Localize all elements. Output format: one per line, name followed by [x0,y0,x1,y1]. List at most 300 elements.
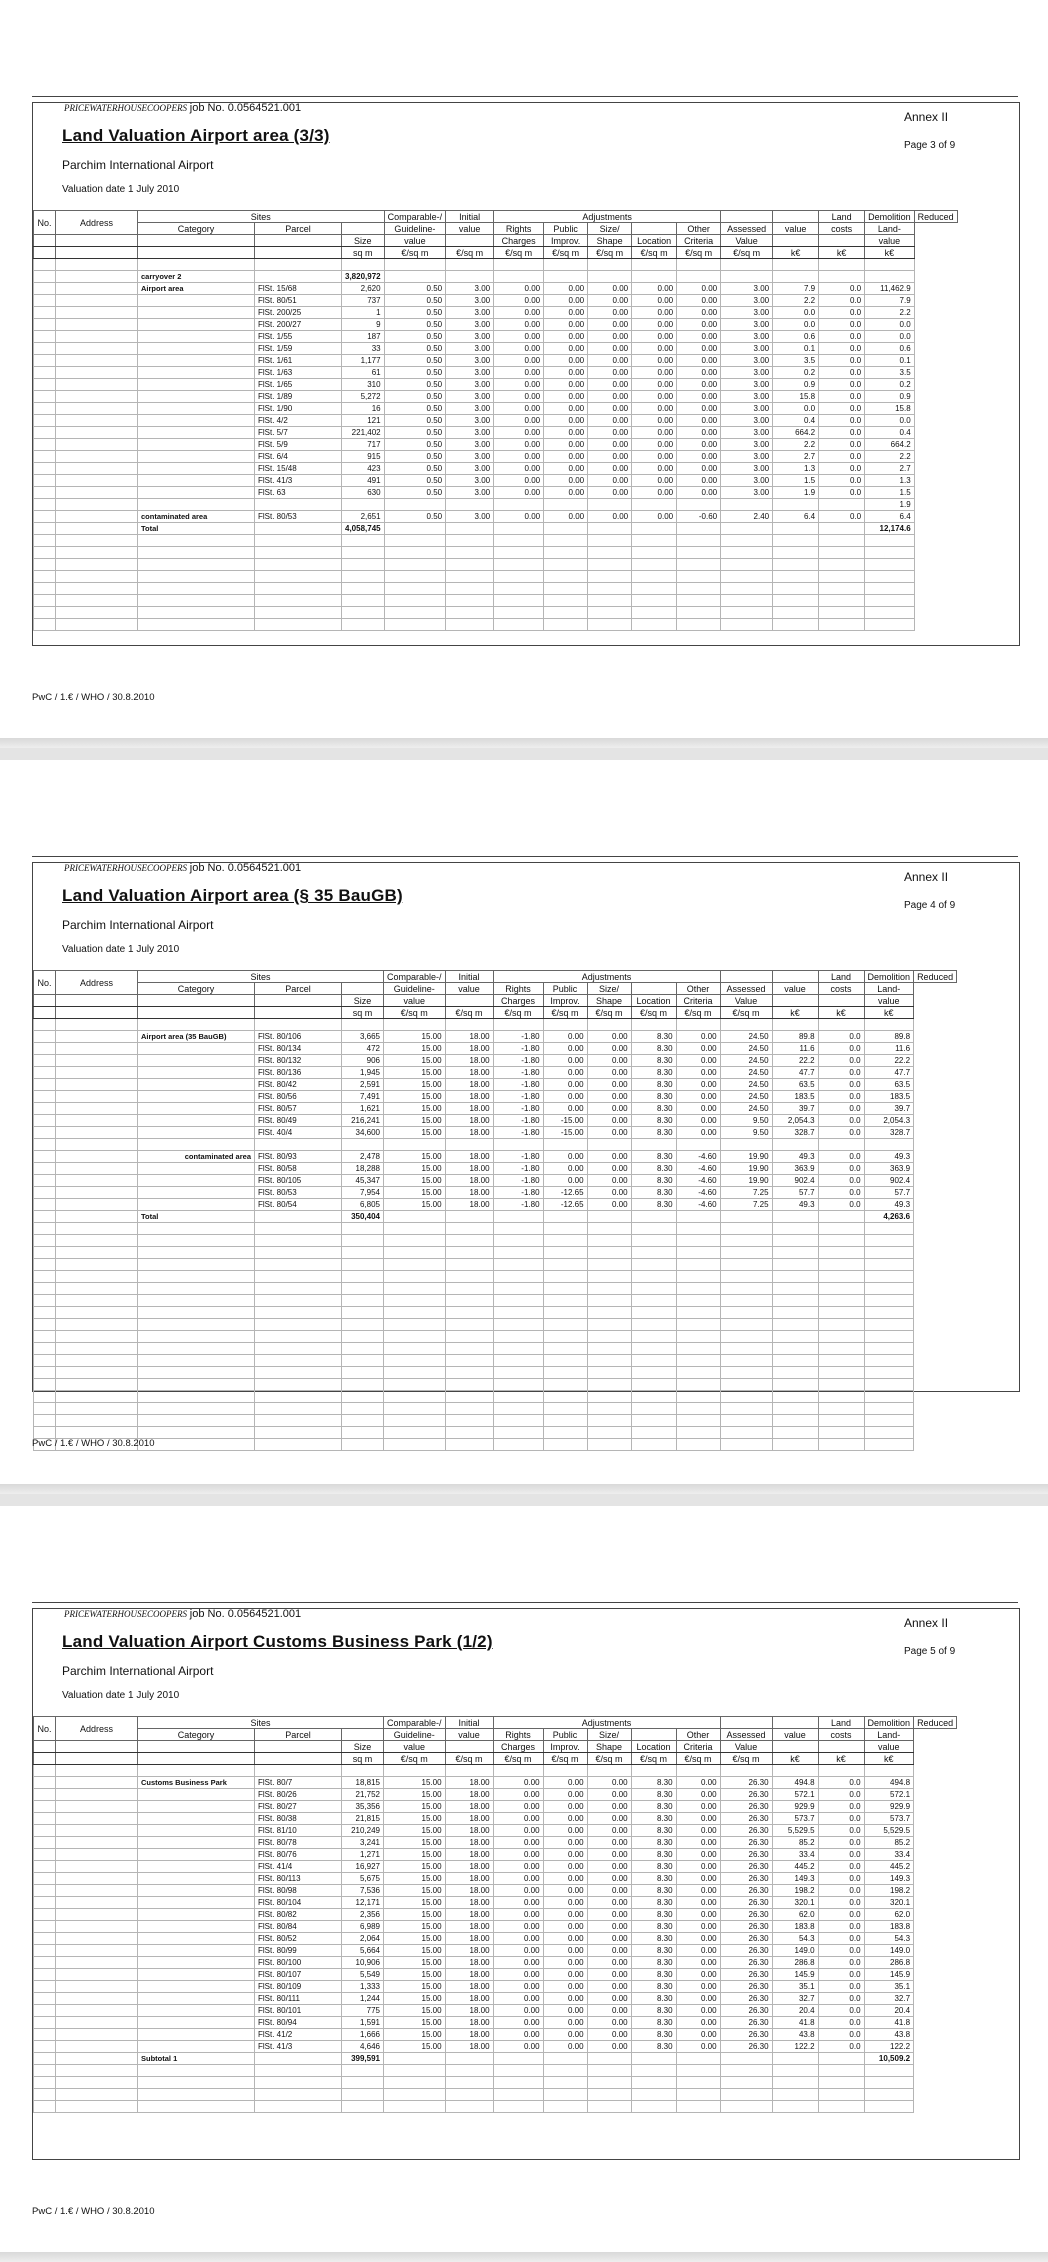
r-cell [493,1765,543,1777]
blank-cell [56,2065,138,2077]
p-cell: 0.00 [544,475,588,487]
col-initial-header: Initial [446,211,494,223]
s-cell: 0.00 [587,1789,631,1801]
header-spacer [773,211,819,223]
blank-cell [445,1319,493,1331]
lv-cell: 363.9 [772,1163,818,1175]
category-cell [138,1199,255,1211]
blank-cell [720,1427,772,1439]
blank-cell [676,1439,720,1451]
table-cell [34,1921,56,1933]
blank-cell [384,547,446,559]
blank-cell [342,2089,384,2101]
table-row [34,511,958,523]
blank-cell [384,1271,446,1283]
o-cell: 0.00 [677,295,721,307]
p-cell [544,499,588,511]
i-cell: 3.00 [446,439,494,451]
a-cell: 3.00 [721,415,773,427]
r-cell: 0.00 [493,1933,543,1945]
table-row [34,283,958,295]
rv-cell: 572.1 [864,1789,914,1801]
o-cell: 0.00 [677,451,721,463]
c-cell: 15.00 [384,1825,446,1837]
category-cell [138,1909,255,1921]
blank-cell [587,1331,631,1343]
header-row [34,1729,957,1741]
blank-cell [493,1295,543,1307]
table-row [34,2017,957,2029]
a-cell [720,2053,772,2065]
o-cell: 0.00 [677,283,721,295]
blank-cell [384,1427,446,1439]
blank-cell [138,1247,255,1259]
blank-cell [676,2065,720,2077]
table-row [34,1765,957,1777]
table-cell [34,367,56,379]
col-reduced-header-2: Land- [864,983,914,995]
blank-cell [720,1439,772,1451]
r-cell: -1.80 [493,1199,543,1211]
p-cell [543,1139,587,1151]
unit-header: k€ [818,1753,864,1765]
blank-cell [721,619,773,631]
i-cell: 18.00 [445,2029,493,2041]
blank-cell [865,535,915,547]
col-reduced-header: Reduced [914,1717,957,1729]
blank-cell [56,1319,138,1331]
blank-cell [677,619,721,631]
s-cell: 0.00 [588,511,632,523]
header-spacer [255,1741,342,1753]
table-cell [34,2029,56,2041]
i-cell: 3.00 [446,307,494,319]
table-cell [34,1031,56,1043]
blank-cell [493,1271,543,1283]
blank-cell [676,1331,720,1343]
o-cell: -4.60 [676,1199,720,1211]
table-cell [56,2017,138,2029]
l-cell: 8.30 [631,2017,676,2029]
l-cell [632,499,677,511]
l-cell: 8.30 [631,1837,676,1849]
blank-cell [819,607,865,619]
blank-cell [342,1247,384,1259]
blank-cell [544,571,588,583]
table-cell [56,319,138,331]
i-cell: 18.00 [445,1945,493,1957]
blank-cell [255,2065,342,2077]
i-cell: 18.00 [445,1103,493,1115]
table-cell [56,511,138,523]
blank-cell [342,1439,384,1451]
size-cell: 2,356 [342,1909,384,1921]
header-row [34,983,957,995]
table-cell [56,1801,138,1813]
size-cell: 1,333 [342,1981,384,1993]
p-cell: 0.00 [544,331,588,343]
category-cell [138,331,255,343]
category-cell: carryover 2 [138,271,255,283]
table-cell [56,1969,138,1981]
blank-cell [587,2065,631,2077]
blank-cell [818,1247,864,1259]
header-spacer [56,1741,138,1753]
a-cell [720,1765,772,1777]
c-cell: 0.50 [384,403,446,415]
a-cell: 9.50 [720,1127,772,1139]
size-cell: 12,171 [342,1897,384,1909]
page-title: Land Valuation Airport area (§ 35 BauGB) [62,886,403,905]
a-cell: 26.30 [720,1897,772,1909]
table-cell [34,1789,56,1801]
category-cell [138,307,255,319]
blank-cell [56,1223,138,1235]
a-cell: 3.00 [721,295,773,307]
blank-cell [446,535,494,547]
blank-row [34,1439,957,1451]
blank-cell [676,1283,720,1295]
table-cell [34,1993,56,2005]
blank-cell [493,1403,543,1415]
size-cell: 33 [342,343,385,355]
d-cell: 0.0 [818,1981,864,1993]
page-footer: PwC / 1.€ / WHO / 30.8.2010 [32,1438,155,1449]
s-cell: 0.00 [587,1091,631,1103]
d-cell: 0.0 [818,1861,864,1873]
parcel-cell: FlSt. 80/56 [255,1091,342,1103]
p-cell: 0.00 [543,1837,587,1849]
lv-cell: 3.5 [773,355,819,367]
i-cell [445,1211,493,1223]
a-cell: 26.30 [720,2029,772,2041]
l-cell: 8.30 [631,1957,676,1969]
table-cell [34,1163,56,1175]
a-cell: 3.00 [721,367,773,379]
parcel-cell: FlSt. 1/59 [255,343,342,355]
d-cell: 0.0 [818,1849,864,1861]
blank-row [34,1427,957,1439]
blank-cell [138,571,255,583]
r-cell: 0.00 [493,1897,543,1909]
o-cell: 0.00 [677,439,721,451]
parcel-cell [255,1019,342,1031]
i-cell [446,259,494,271]
c-cell: 15.00 [384,2017,446,2029]
col-initial-header-2: value [445,983,493,995]
a-cell: 26.30 [720,1969,772,1981]
table-cell [34,415,56,427]
blank-cell [138,1379,255,1391]
blank-cell [865,547,915,559]
blank-cell [138,619,255,631]
blank-cell [543,1343,587,1355]
blank-cell [384,1283,446,1295]
o-cell: 0.00 [677,415,721,427]
valuation-date: Valuation date 1 July 2010 [62,184,180,195]
category-cell [138,1957,255,1969]
blank-row [34,2077,957,2089]
l-cell: 8.30 [631,1055,676,1067]
p-cell: 0.00 [543,1055,587,1067]
r-cell: -1.80 [493,1127,543,1139]
lv-cell [773,259,819,271]
blank-cell [255,547,342,559]
blank-cell [676,1403,720,1415]
firm-logo [64,1608,301,1620]
blank-cell [543,1247,587,1259]
blank-cell [864,1283,914,1295]
blank-cell [588,559,632,571]
a-cell: 26.30 [720,2017,772,2029]
blank-cell [676,1367,720,1379]
o-cell: 0.00 [676,2005,720,2017]
i-cell: 18.00 [445,1873,493,1885]
d-cell: 0.0 [818,1909,864,1921]
blank-cell [543,1403,587,1415]
table-cell [34,1981,56,1993]
table-cell [34,1957,56,1969]
unit-header: k€ [864,1007,914,1019]
rv-cell: 183.8 [864,1921,914,1933]
blank-cell [34,547,56,559]
table-row [34,1861,957,1873]
blank-cell [56,1295,138,1307]
s-cell: 0.00 [588,295,632,307]
blank-cell [384,595,446,607]
s-cell: 0.00 [588,367,632,379]
header-spacer [255,995,342,1007]
blank-cell [138,2077,255,2089]
r-cell: 0.00 [493,1789,543,1801]
table-cell [34,1765,56,1777]
table-cell [56,1139,138,1151]
a-cell: 26.30 [720,2041,772,2053]
lv-cell [772,1211,818,1223]
parcel-cell: FlSt. 80/104 [255,1897,342,1909]
header-spacer [34,247,56,259]
table-cell [34,475,56,487]
unit-header: €/sq m [631,1753,676,1765]
blank-cell [720,1403,772,1415]
parcel-cell: FlSt. 1/63 [255,367,342,379]
blank-row [34,535,958,547]
c-cell [384,499,446,511]
i-cell: 3.00 [446,283,494,295]
r-cell: 0.00 [493,1909,543,1921]
blank-cell [772,2089,818,2101]
p-cell: 0.00 [544,343,588,355]
category-cell [138,1043,255,1055]
lv-cell: 445.2 [772,1861,818,1873]
category-cell [138,259,255,271]
o-cell: 0.00 [676,1079,720,1091]
p-cell: 0.00 [543,1981,587,1993]
blank-cell [342,2077,384,2089]
job-reference: job No. 0.0564521.001 [189,102,302,114]
lv-cell: 89.8 [772,1031,818,1043]
firm-logo-text: PRICEWATERHOUSECOOPERS [64,1609,188,1619]
col-category-header: Category [138,223,255,235]
rv-cell: 5,529.5 [864,1825,914,1837]
unit-header: €/sq m [445,1753,493,1765]
l-cell: 8.30 [631,1885,676,1897]
table-row [34,1981,957,1993]
parcel-cell [255,1139,342,1151]
blank-cell [587,1379,631,1391]
blank-cell [493,1307,543,1319]
s-cell: 0.00 [588,451,632,463]
l-cell: 0.00 [632,307,677,319]
parcel-cell: FlSt. 80/136 [255,1067,342,1079]
page-number: Page 4 of 9 [904,900,956,911]
blank-cell [34,1307,56,1319]
blank-cell [632,607,677,619]
blank-cell [384,1235,446,1247]
col-parcel-header: Parcel [255,983,342,995]
blank-cell [34,1355,56,1367]
r-cell: -1.80 [493,1103,543,1115]
blank-cell [543,1427,587,1439]
c-cell: 15.00 [384,1909,446,1921]
category-cell [138,343,255,355]
a-cell: 26.30 [720,2005,772,2017]
blank-cell [631,1403,676,1415]
table-cell [34,379,56,391]
p-cell: 0.00 [544,367,588,379]
blank-cell [445,1439,493,1451]
l-cell: 0.00 [632,403,677,415]
site-name: Parchim International Airport [62,1664,214,1678]
parcel-cell: FlSt. 4/2 [255,415,342,427]
blank-cell [34,2077,56,2089]
blank-cell [255,1355,342,1367]
blank-cell [342,1343,384,1355]
blank-cell [720,1355,772,1367]
d-cell: 0.0 [818,1969,864,1981]
table-cell [34,1055,56,1067]
table-row [34,271,958,283]
rv-cell: 43.8 [864,2029,914,2041]
col-rights-header: Rights [494,223,544,235]
blank-cell [255,1295,342,1307]
blank-cell [676,1427,720,1439]
blank-cell [772,1343,818,1355]
col-no-header: No. [34,971,56,995]
page-title: Land Valuation Airport Customs Business Park (1/2) [62,1632,493,1651]
header-row [34,971,957,983]
blank-cell [445,1235,493,1247]
blank-cell [818,1355,864,1367]
table-cell [56,391,138,403]
c-cell: 15.00 [384,1921,446,1933]
firm-logo [64,102,301,114]
site-name: Parchim International Airport [62,158,214,172]
table-cell [34,1861,56,1873]
l-cell: 8.30 [631,1981,676,1993]
o-cell: 0.00 [676,1945,720,1957]
table-row [34,391,958,403]
category-cell [138,1981,255,1993]
p-cell: 0.00 [544,427,588,439]
l-cell: 8.30 [631,1969,676,1981]
s-cell: 0.00 [587,1885,631,1897]
blank-cell [720,1247,772,1259]
a-cell: 26.30 [720,1777,772,1789]
a-cell: 26.30 [720,1837,772,1849]
size-cell: 221,402 [342,427,385,439]
col-comparable-header-3: value [384,1741,446,1753]
col-demolition-header: Demolition [864,1717,914,1729]
s-cell: 0.00 [587,1127,631,1139]
r-cell: 0.00 [493,2041,543,2053]
blank-cell [255,595,342,607]
s-cell: 0.00 [588,439,632,451]
blank-cell [445,1415,493,1427]
blank-cell [772,1319,818,1331]
blank-cell [494,619,544,631]
blank-cell [720,2101,772,2113]
d-cell: 0.0 [818,1175,864,1187]
size-cell [342,1139,384,1151]
blank-row [34,1331,957,1343]
lv-cell [772,1019,818,1031]
o-cell: 0.00 [676,1861,720,1873]
o-cell: -4.60 [676,1163,720,1175]
parcel-cell: FlSt. 80/58 [255,1163,342,1175]
blank-cell [631,2065,676,2077]
blank-cell [446,595,494,607]
r-cell: -1.80 [493,1163,543,1175]
blank-cell [677,571,721,583]
i-cell: 18.00 [445,1993,493,2005]
blank-cell [819,619,865,631]
blank-cell [446,547,494,559]
r-cell: 0.00 [494,511,544,523]
rv-cell: 0.1 [865,355,915,367]
rv-cell [864,1765,914,1777]
i-cell: 3.00 [446,391,494,403]
size-cell: 3,820,972 [342,271,385,283]
blank-cell [384,1307,446,1319]
d-cell: 0.0 [819,355,865,367]
blank-cell [384,583,446,595]
table-cell [34,2053,56,2065]
s-cell: 0.00 [587,1897,631,1909]
l-cell: 8.30 [631,1031,676,1043]
blank-cell [384,1439,446,1451]
l-cell [632,271,677,283]
blank-row [34,571,958,583]
size-cell: 16 [342,403,385,415]
blank-cell [720,1415,772,1427]
blank-cell [543,2089,587,2101]
d-cell [818,1139,864,1151]
table-cell [56,1187,138,1199]
blank-cell [818,1235,864,1247]
blank-cell [494,607,544,619]
p-cell: 0.00 [544,355,588,367]
rv-cell: 32.7 [864,1993,914,2005]
blank-row [34,1307,957,1319]
i-cell: 3.00 [446,331,494,343]
blank-cell [342,1223,384,1235]
header-spacer [721,211,773,223]
d-cell: 0.0 [819,415,865,427]
c-cell: 15.00 [384,1067,446,1079]
blank-row [34,2101,957,2113]
blank-cell [864,1427,914,1439]
